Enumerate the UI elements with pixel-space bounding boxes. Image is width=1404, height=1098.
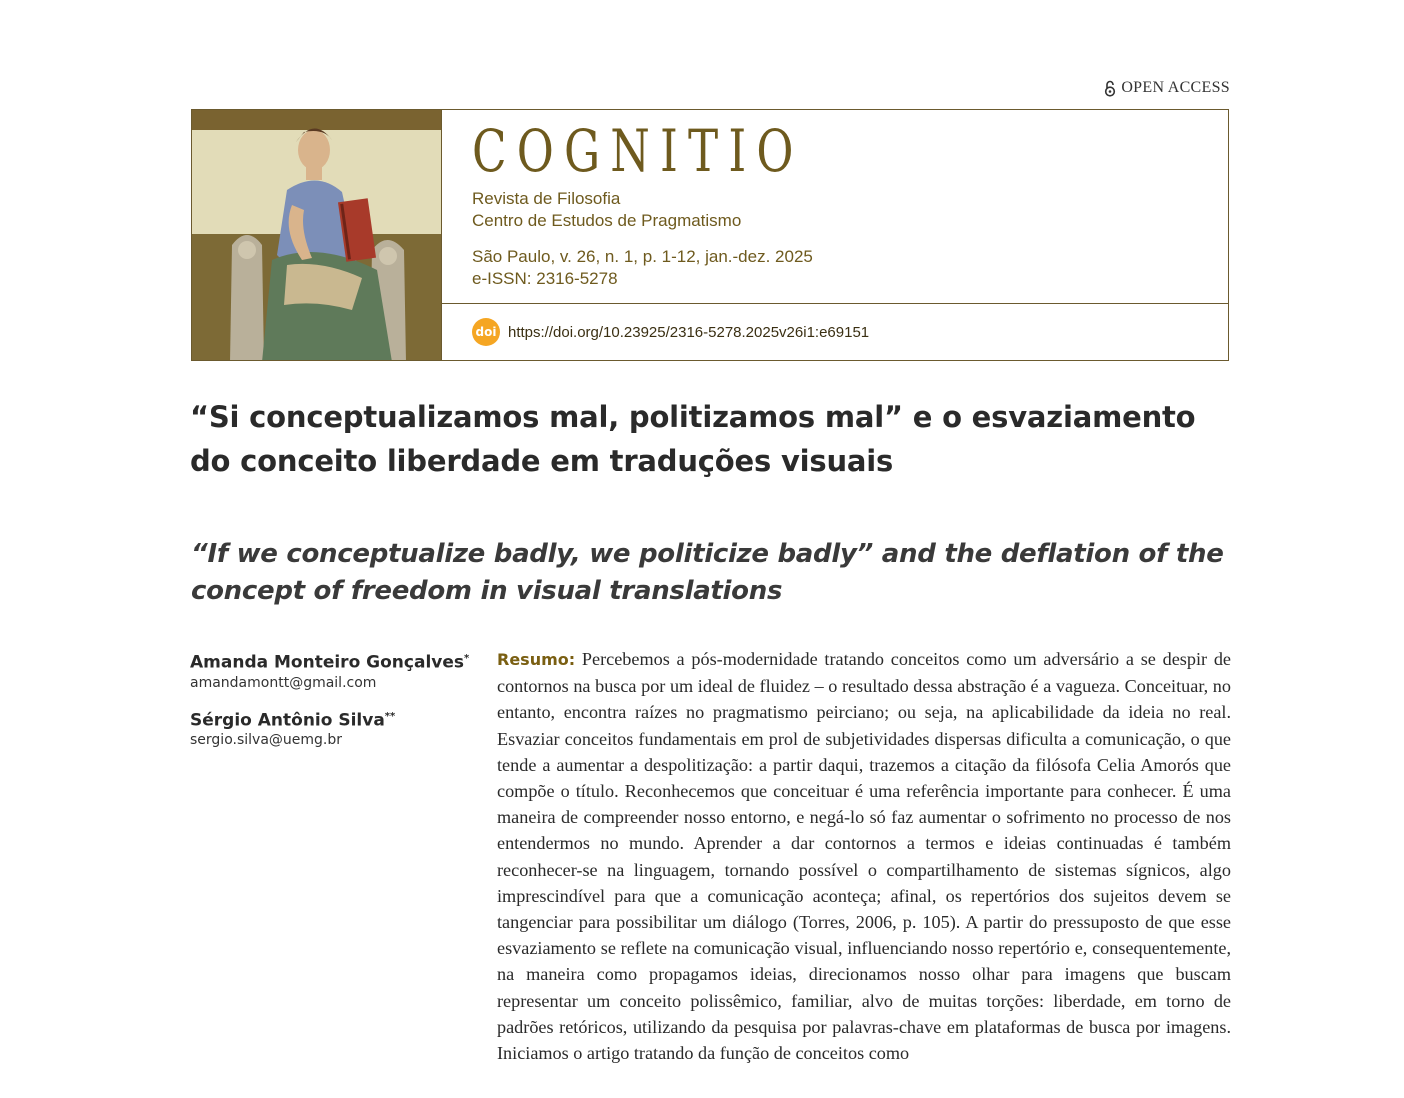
abstract-text: Percebemos a pós-modernidade tratando conceitos como um adversário a se despir de contornos na busca por um ideal de fluidez – o resultado dessa abstração é a vagueza. Conceituar, no entanto, encontra raízes no pragmatismo peirciano; ou seja, na aplicabilidade da ideia no real. Esvaziar conceitos fundamentais em prol de subjetividades dispersas dificulta a comunicação, o que tende a aumentar a despolitização: a partir daqui, trazemos a citação da filósofa Celia Amorós que compõe o título. Reconhecemos que conceituar é uma referência importante para conhecer. É uma maneira de compreender nosso entorno, e negá-lo só faz aumentar o sofrimento no processo de nos entendermos no mundo. Aprender a dar contornos a termos e ideias continuadas é também reconhecer-se na linguagem, tornando possível o compartilhamento de sistemas sígnicos, algo imprescindível para que a comunicação aconteça; afinal, os repertórios dos sujeitos devem se tangenciar para possibilitar um diálogo (Torres, 2006, p. 105). A partir do pressuposto de que esse esvaziamento se reflete na comunicação visual, influenciando nosso repertório e, consequentemente, na maneira como propagamos ideias, direcionamos nosso olhar para imagens que buscam representar um conceito polissêmico, familiar, alvo de muitas torções: liberdade, em torno de padrões retóricos, utilizando da pesquisa por palavras-chave em plataformas de busca por imagens. Iniciamos o artigo tratando da função de conceitos como: [497, 649, 1231, 1064]
doi-link[interactable]: https://doi.org/10.23925/2316-5278.2025v26i1:e69151: [508, 323, 870, 341]
doi-row: [442, 304, 1228, 360]
author-entry: [190, 706, 490, 750]
author-email[interactable]: sergio.silva@uemg.br: [190, 732, 343, 749]
open-lock-icon: [1104, 80, 1116, 97]
journal-info: [442, 110, 1228, 360]
journal-header: [191, 109, 1229, 361]
doi-icon: doi: [472, 318, 500, 346]
author-name: Amanda Monteiro Gonçalves*: [190, 652, 470, 673]
author-entry: [190, 648, 490, 692]
journal-cover-image: [192, 110, 442, 360]
article-title: “Si conceptualizamos mal, politizamos mal” e o esvaziamento do conceito liberdade em traduções visuais: [190, 400, 1196, 478]
open-access-badge: [1104, 79, 1230, 97]
author-name: Sérgio Antônio Silva**: [190, 710, 396, 731]
journal-details: [442, 110, 1228, 304]
journal-volume: São Paulo, v. 26, n. 1, p. 1-12, jan.-dez. 2025: [472, 247, 813, 266]
journal-subtitle: Revista de Filosofia: [472, 189, 621, 208]
open-access-label: OPEN ACCESS: [1121, 79, 1230, 96]
author-email[interactable]: amandamontt@gmail.com: [190, 674, 377, 691]
article-title-english: “If we conceptualize badly, we politicize badly” and the deflation of the concept of freedom in visual translations: [191, 539, 1224, 606]
journal-center: Centro de Estudos de Pragmatismo: [472, 211, 742, 230]
author-list: [190, 648, 490, 763]
journal-issn: e-ISSN: 2316-5278: [472, 269, 618, 288]
abstract: [497, 646, 1231, 1066]
abstract-label: Resumo:: [497, 650, 576, 669]
journal-name: COGNITIO: [472, 117, 804, 185]
